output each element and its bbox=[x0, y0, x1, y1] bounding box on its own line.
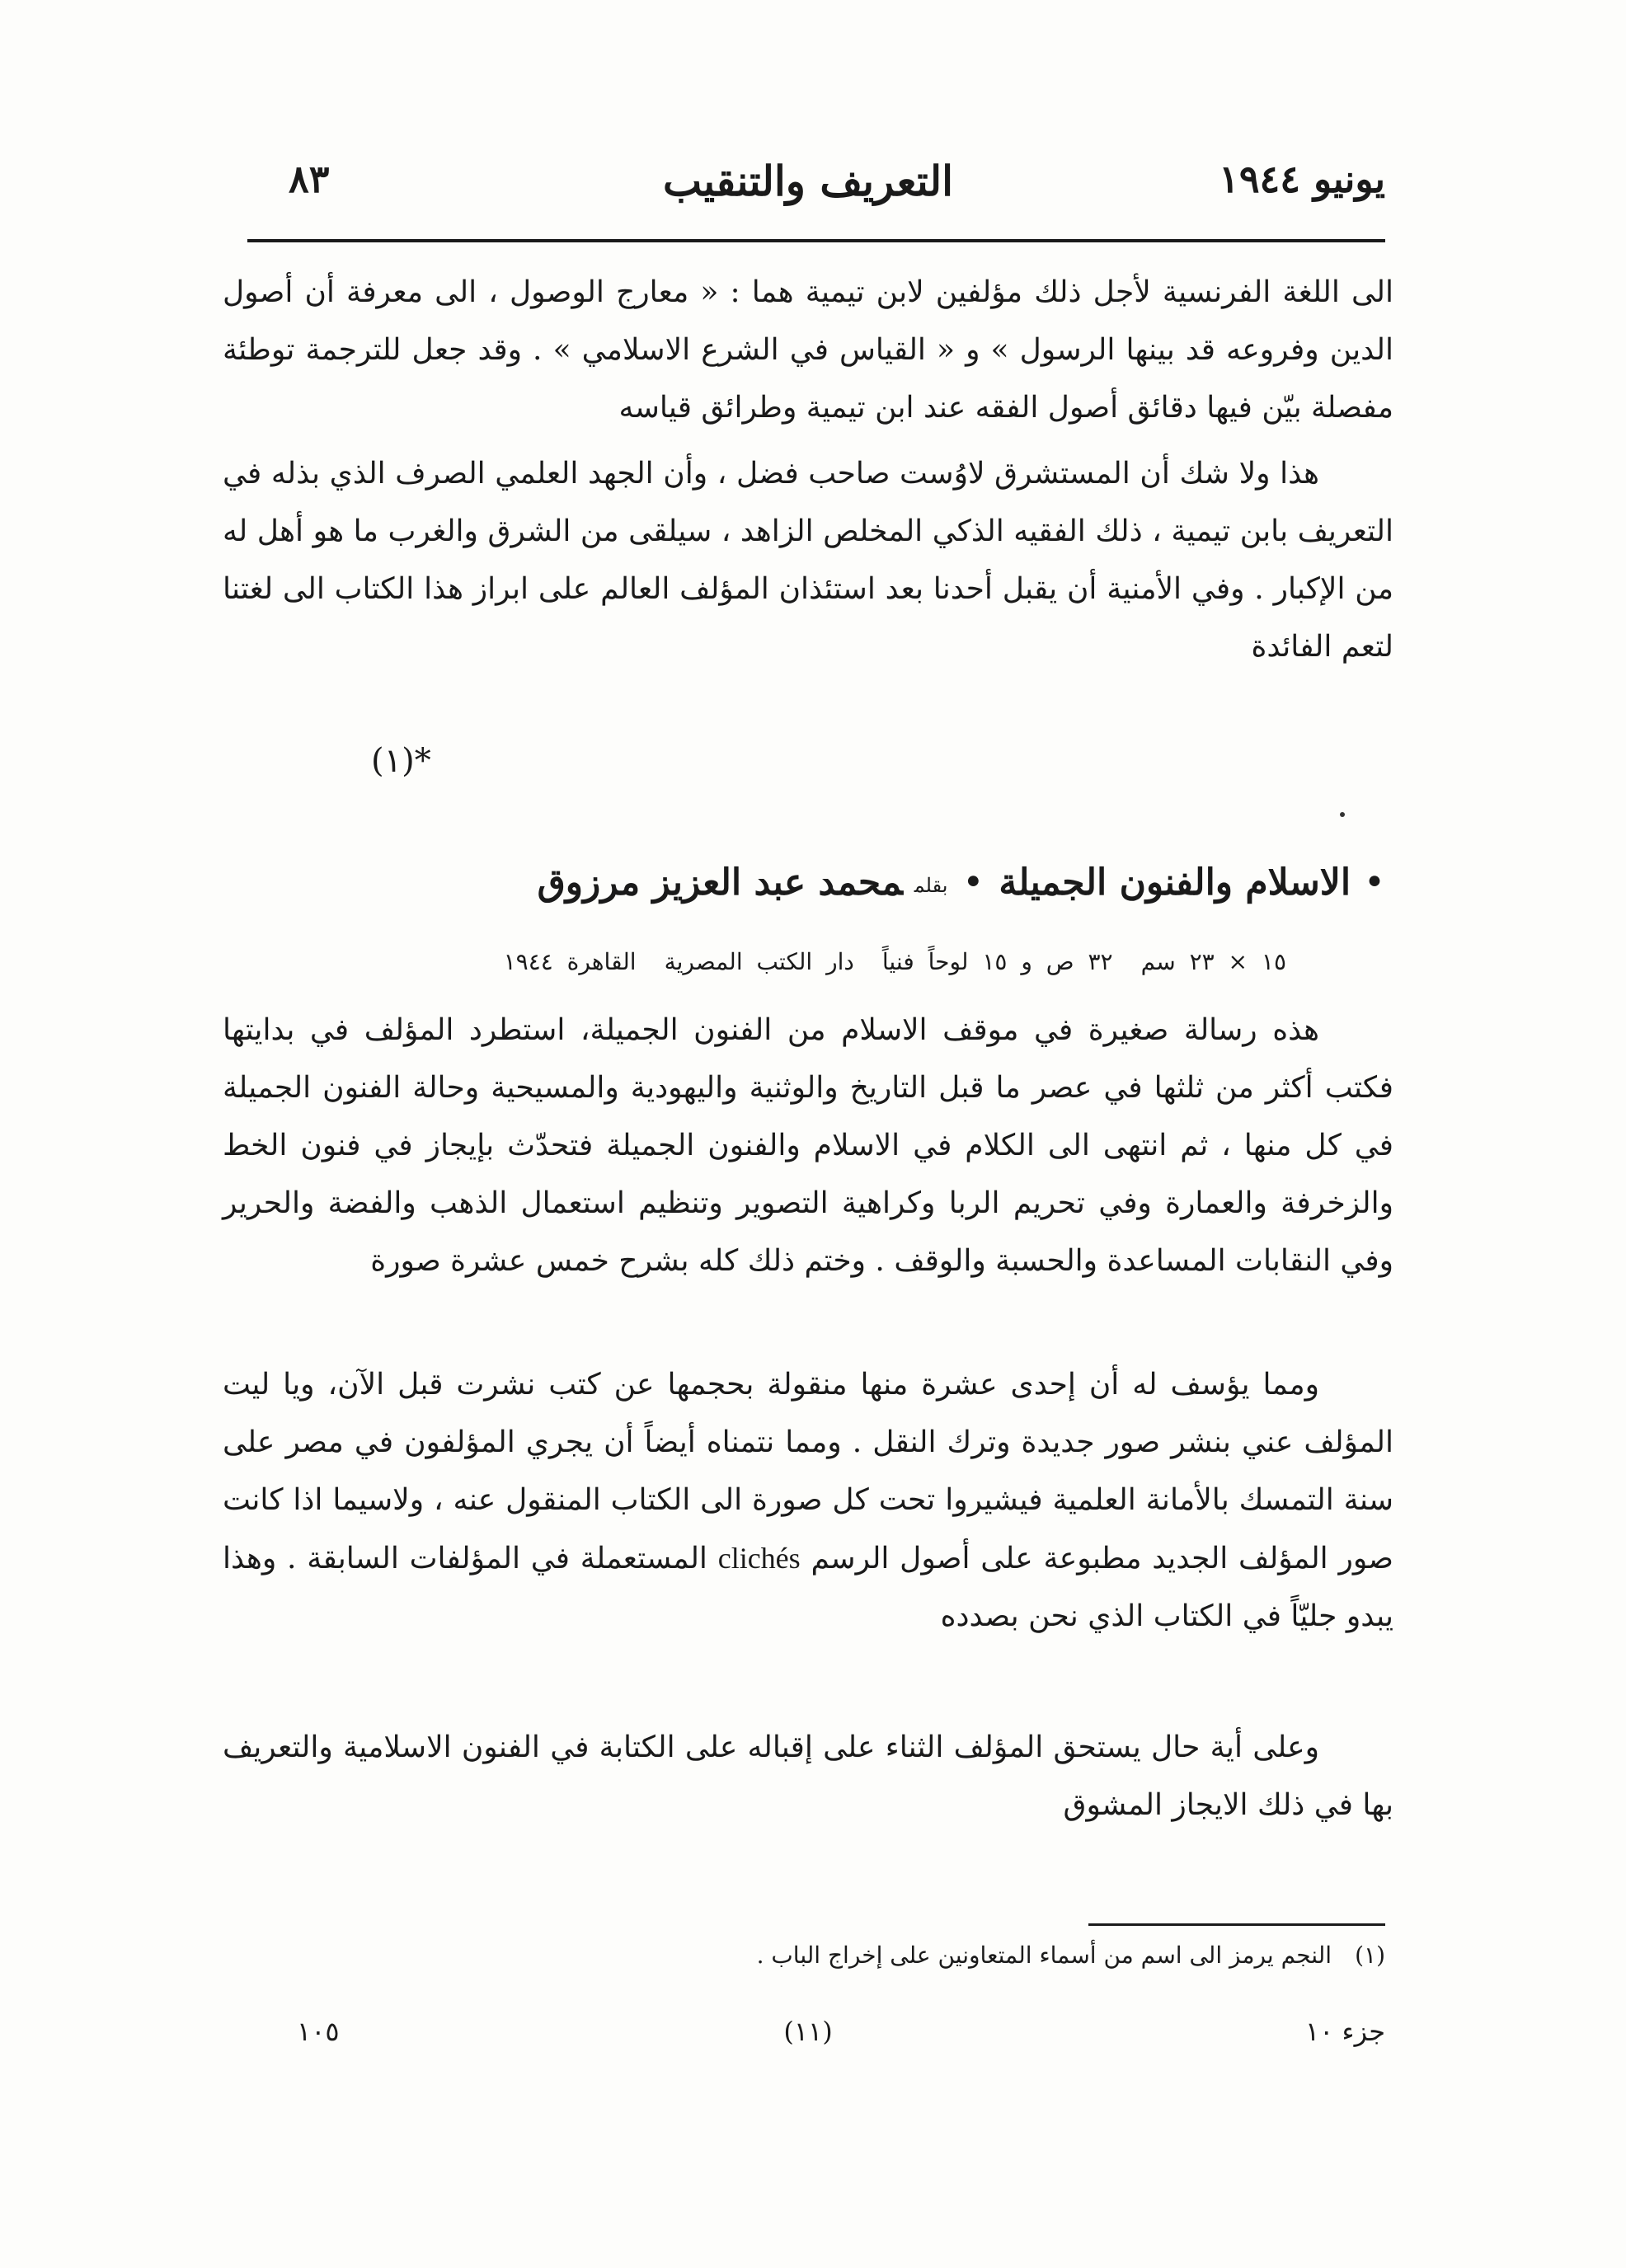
intro-paragraph-1 bbox=[223, 264, 1393, 437]
review-book-title: الاسلام والفنون الجميلة bbox=[999, 862, 1351, 904]
biblio-place-year: القاهرة ١٩٤٤ bbox=[503, 948, 637, 975]
review-heading bbox=[495, 862, 1385, 904]
review-bibliography bbox=[346, 948, 1286, 975]
intro-paragraph-2 bbox=[223, 445, 1393, 676]
footer-sheet-number: ١٠٥ bbox=[297, 2016, 340, 2047]
header-section-title: التعريف والتنقيب bbox=[663, 157, 953, 205]
biblio-pages-plates: ٣٢ ص و ١٥ لوحاً فنياً bbox=[881, 948, 1113, 975]
biblio-dimensions: ١٥ × ٢٣ سم bbox=[1140, 948, 1286, 975]
review-paragraph-1-text: هذه رسالة صغيرة في موقف الاسلام من الفنون الجميلة، استطرد المؤلف في بدايتها فكتب أكثر من ثلثها في عصر ما قبل التاريخ والوثنية واليهودية والمسيحية وحالة الفنون الجميلة في كل منها ، ثم انتهى الى الكلام في الاسلام والفنون الجميلة فتحدّث بإيجاز في فنون الخط والزخرفة والعمارة وفي تحريم الربا وكراهية التصوير وتنظيم استعمال الذهب والفضة والحرير وفي النقابات المساعدة والحسبة والوقف . وختم ذلك كله بشرح خمس عشرة صورة bbox=[223, 1013, 1394, 1278]
header-rule bbox=[247, 239, 1385, 242]
footnote-number: (١) bbox=[1355, 1942, 1385, 1969]
review-paragraph-2-before: ومما يؤسف له أن إحدى عشرة منها منقولة بحجمها عن كتب نشرت قبل الآن، ويا ليت المؤلف عني بنشر صور جديدة وترك النقل . ومما نتمناه أيضاً أن يجري المؤلفون في مصر على سنة التمسك بالأمانة العلمية فيشيروا تحت كل صورة الى الكتاب المنقول عنه ، ولاسيما اذا كانت صور المؤلف الجديد مطبوعة على أصول الرسم bbox=[223, 1368, 1393, 1575]
biblio-publisher: دار الكتب المصرية bbox=[664, 948, 854, 975]
footnote-text: النجم يرمز الى اسم من أسماء المتعاونين على إخراج الباب . bbox=[756, 1942, 1332, 1969]
review-paragraph-3-text: وعلى أية حال يستحق المؤلف الثناء على إقباله على الكتابة في الفنون الاسلامية والتعريف بها في ذلك الايجاز المشوق bbox=[223, 1730, 1393, 1822]
intro-paragraph-2-text: هذا ولا شك أن المستشرق لاوُست صاحب فضل ، وأن الجهد العلمي الصرف الذي بذله في التعريف بابن تيمية ، ذلك الفقيه الذكي المخلص الزاهد ، سيلقى من الشرق والغرب ما هو أهل له من الإكبار . وفي الأمنية أن يقبل أحدنا بعد استئذان المؤلف العالم على ابراز هذا الكتاب الى لغتنا لتعم الفائدة bbox=[223, 457, 1393, 664]
footer-signature-mark: (١١) bbox=[783, 2016, 833, 2047]
review-paragraph-2 bbox=[223, 1356, 1393, 1646]
sheet-footer bbox=[231, 2016, 1385, 2065]
footnote bbox=[594, 1942, 1385, 1969]
ink-dot bbox=[1340, 812, 1345, 817]
review-author: محمد عبد العزيز مرزوق bbox=[537, 862, 903, 904]
review-bullet: • bbox=[1364, 862, 1385, 904]
review-paragraph-2-text bbox=[223, 1356, 1393, 1646]
running-header bbox=[231, 157, 1385, 223]
footnote-rule bbox=[1088, 1923, 1385, 1926]
review-paragraph-2-latin-term: clichés bbox=[717, 1542, 801, 1575]
contributor-mark: *(١) bbox=[371, 742, 431, 780]
header-date: يونيو ١٩٤٤ bbox=[1219, 157, 1385, 201]
intro-paragraph-1-text: الى اللغة الفرنسية لأجل ذلك مؤلفين لابن تيمية هما : « معارج الوصول ، الى معرفة أن أصول الدين وفروعه قد بينها الرسول » و « القياس في الشرع الاسلامي » . وقد جعل للترجمة توطئة مفصلة بيّن فيها دقائق أصول الفقه عند ابن تيمية وطرائق قياسه bbox=[223, 275, 1393, 425]
review-by-label: بقلم bbox=[914, 873, 948, 897]
review-bullet-separator: • bbox=[962, 862, 985, 904]
review-paragraph-3 bbox=[223, 1719, 1393, 1834]
review-paragraph-1 bbox=[223, 1002, 1393, 1290]
review-paragraph-2-after: المستعملة في المؤلفات السابقة . وهذا يبدو جليّاً في الكتاب الذي نحن بصدده bbox=[223, 1542, 1393, 1633]
footer-part-label: جزء ١٠ bbox=[1304, 2016, 1385, 2047]
header-page-number: ٨٣ bbox=[289, 157, 330, 201]
